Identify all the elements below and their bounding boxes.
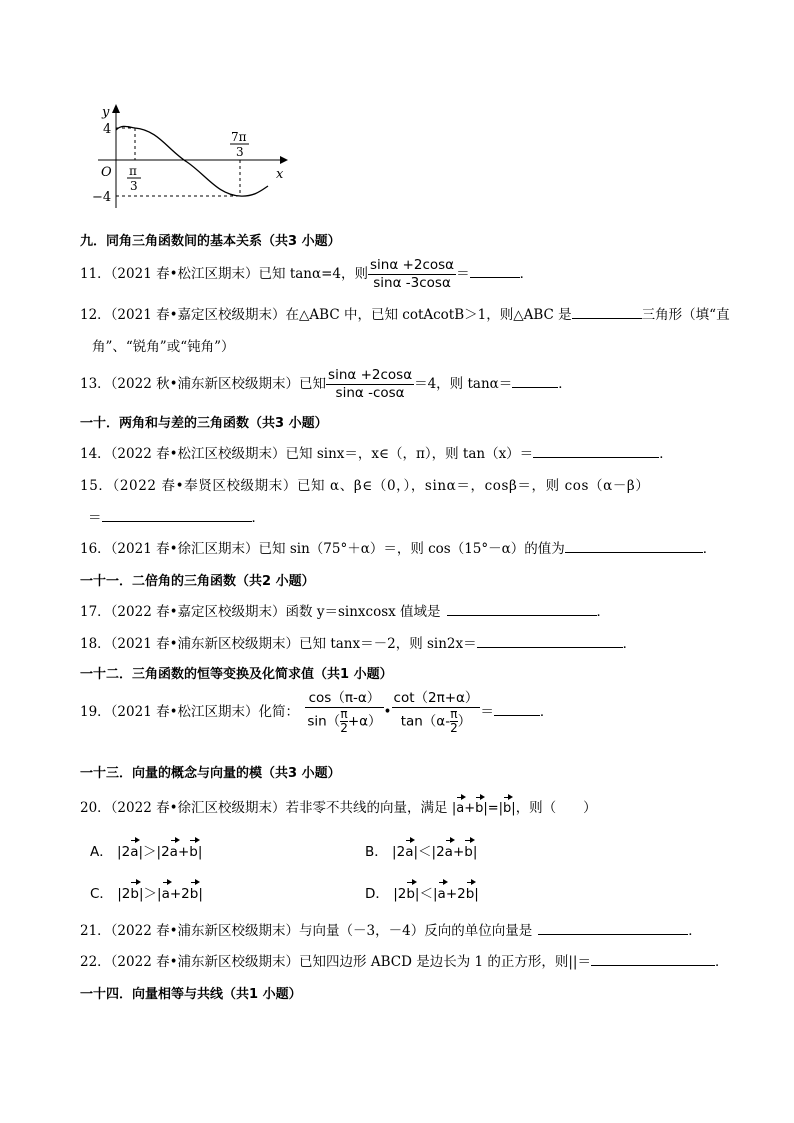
- q12-line1b: 三角形（填“直: [641, 307, 730, 323]
- x2-den: 3: [236, 145, 244, 159]
- section-10-heading: 一十．两角和与差的三角函数（共3 小题）: [80, 416, 328, 431]
- q19-f2-num: cot（2π+α）: [393, 690, 479, 706]
- q19-dot: •: [383, 704, 392, 720]
- q19-f1-pi-over-2: $\frac{\pi}{2}$: [340, 707, 348, 735]
- question-19: [80, 690, 553, 735]
- q15-eq: ＝: [88, 510, 102, 526]
- q22-answer-blank[interactable]: [591, 951, 715, 966]
- q20-stem-b: ，则（ ）: [515, 800, 597, 816]
- q18-text: 18．（2021 春•浦东新区校级期末）已知 tanx＝－2，则 sin2x＝: [80, 636, 477, 652]
- q12-line2: 角”、“锐角”或“钝角”）: [92, 339, 235, 355]
- q21-text: 21．（2022 春•浦东新区校级期末）与向量（－3，－4）反向的单位向量是: [80, 923, 533, 939]
- question-20: [80, 795, 597, 816]
- question-12: [80, 303, 730, 323]
- q13-den: sinα -cosα: [335, 385, 405, 401]
- section-13-heading: 一十三．向量的概念与向量的模（共3 小题）: [80, 766, 341, 781]
- q19-eq: ＝: [480, 704, 494, 720]
- q13-answer-blank[interactable]: [512, 373, 558, 388]
- q13-fraction: [326, 367, 414, 402]
- q11-num: sinα +2cosα: [370, 257, 455, 273]
- q20-option-d[interactable]: D． |2b|＜|a+2b|: [365, 880, 479, 902]
- q22-end: ．: [714, 954, 729, 970]
- q11-prefix: 11．（2021 春•松江区期末）已知 tanα=4，则: [80, 266, 369, 282]
- q13-mid: ＝4，则 tanα＝: [414, 376, 513, 392]
- question-14: [80, 442, 673, 462]
- q20-stem-a: 20．（2022 春•徐汇区校级期末）若非零不共线的向量，满足: [80, 800, 448, 816]
- section-12-heading: 一十二．三角函数的恒等变换及化简求值（共1 小题）: [80, 667, 393, 682]
- q19-f1-den: sin（ $\frac{\pi}{2}$ +α）: [307, 707, 382, 735]
- q16-text: 16．（2021 春•徐汇区期末）已知 sin（75°＋α）＝，则 cos（15°－α）的值为: [80, 541, 565, 557]
- q16-answer-blank[interactable]: [565, 538, 703, 553]
- q11-den: sinα -3cosα: [373, 275, 451, 291]
- origin-label: O: [101, 165, 112, 180]
- q13-num: sinα +2cosα: [328, 367, 413, 383]
- q21-end: ．: [688, 923, 702, 939]
- question-22: [80, 950, 728, 970]
- q20-option-c[interactable]: C． |2b|＞|a+2b|: [90, 880, 203, 902]
- q18-answer-blank[interactable]: [477, 633, 623, 648]
- question-15: 15．（2022 春•奉贤区校级期末）已知 α、β∈（0，），sinα＝，cosβ＝，则 cos（α－β）: [80, 478, 650, 494]
- q13-prefix: 13．（2022 秋•浦东新区校级期末）已知: [80, 376, 327, 392]
- section-11-heading: 一十一．二倍角的三角函数（共2 小题）: [80, 574, 315, 589]
- q19-f2-pi-over-2: $\frac{\pi}{2}$: [450, 707, 458, 735]
- q15-line2: [88, 506, 265, 526]
- q19-end: ．: [539, 704, 554, 720]
- q19-answer-blank[interactable]: [494, 701, 540, 716]
- q19-f1-num: cos（π-α）: [305, 690, 383, 708]
- q15-end: ．: [251, 510, 265, 526]
- q11-end: ．: [519, 266, 534, 282]
- q21-answer-blank[interactable]: [538, 920, 688, 935]
- q20-option-c-label: C．: [90, 886, 113, 902]
- q20-option-d-label: D．: [365, 886, 389, 902]
- q11-answer-blank[interactable]: [470, 263, 520, 278]
- q19-fraction-1: [305, 690, 383, 735]
- x1-num: π: [129, 164, 137, 178]
- q15-answer-blank[interactable]: [102, 507, 252, 522]
- x1-den: 3: [130, 179, 138, 193]
- q12-answer-blank[interactable]: [572, 304, 642, 319]
- q14-end: ．: [659, 446, 673, 462]
- q19-fraction-2: [392, 690, 481, 735]
- q22-text: 22．（2022 春•浦东新区校级期末）已知四边形 ABCD 是边长为 1 的正方形，则||＝: [80, 954, 591, 970]
- q19-f2-den: tan（α- $\frac{\pi}{2}$ ）: [400, 707, 472, 735]
- q20-option-b[interactable]: B． |2a|＜|2a+b|: [365, 838, 477, 860]
- y-min-label: −4: [92, 190, 112, 205]
- y-max-label: 4: [103, 122, 112, 137]
- question-13: [80, 367, 572, 402]
- q14-answer-blank[interactable]: [533, 443, 659, 458]
- q16-end: ．: [702, 541, 717, 557]
- x2-num: 7π: [231, 130, 247, 144]
- q18-end: ．: [622, 636, 637, 652]
- q14-text: 14．（2022 春•松江区校级期末）已知 sinx＝，x∈（，π），则 tan（x）＝: [80, 446, 534, 462]
- section-14-heading: 一十四．向量相等与共线（共1 小题）: [80, 987, 302, 1002]
- q11-equals: ＝: [456, 266, 470, 282]
- question-11: [80, 257, 533, 292]
- x-axis-label: x: [276, 167, 284, 182]
- q20-condition: |a+b|=|b|: [452, 801, 516, 816]
- question-16: [80, 537, 716, 557]
- question-17: [80, 600, 610, 620]
- y-axis-label: y: [102, 105, 110, 120]
- section-9-heading: 九．同角三角函数间的基本关系（共3 小题）: [80, 234, 341, 249]
- q17-text: 17．（2022 春•嘉定区校级期末）函数 y＝sinxcosx 值域是: [80, 604, 441, 620]
- q20-option-a-label: A．: [90, 844, 113, 860]
- q19-prefix: 19．（2021 春•松江区期末）化简：: [80, 704, 300, 720]
- question-18: [80, 632, 636, 652]
- sine-graph: [88, 100, 298, 212]
- q17-end: ．: [596, 604, 611, 620]
- q11-fraction: [368, 257, 456, 292]
- question-21: [80, 919, 702, 939]
- q20-option-b-label: B．: [365, 844, 388, 860]
- q17-answer-blank[interactable]: [447, 601, 597, 616]
- q20-option-a[interactable]: A． |2a|＞|2a+b|: [90, 838, 202, 860]
- q12-line1a: 12．（2021 春•嘉定区校级期末）在△ABC 中，已知 cotAcotB＞1，则△ABC 是: [80, 307, 572, 323]
- q13-end: ．: [558, 376, 572, 392]
